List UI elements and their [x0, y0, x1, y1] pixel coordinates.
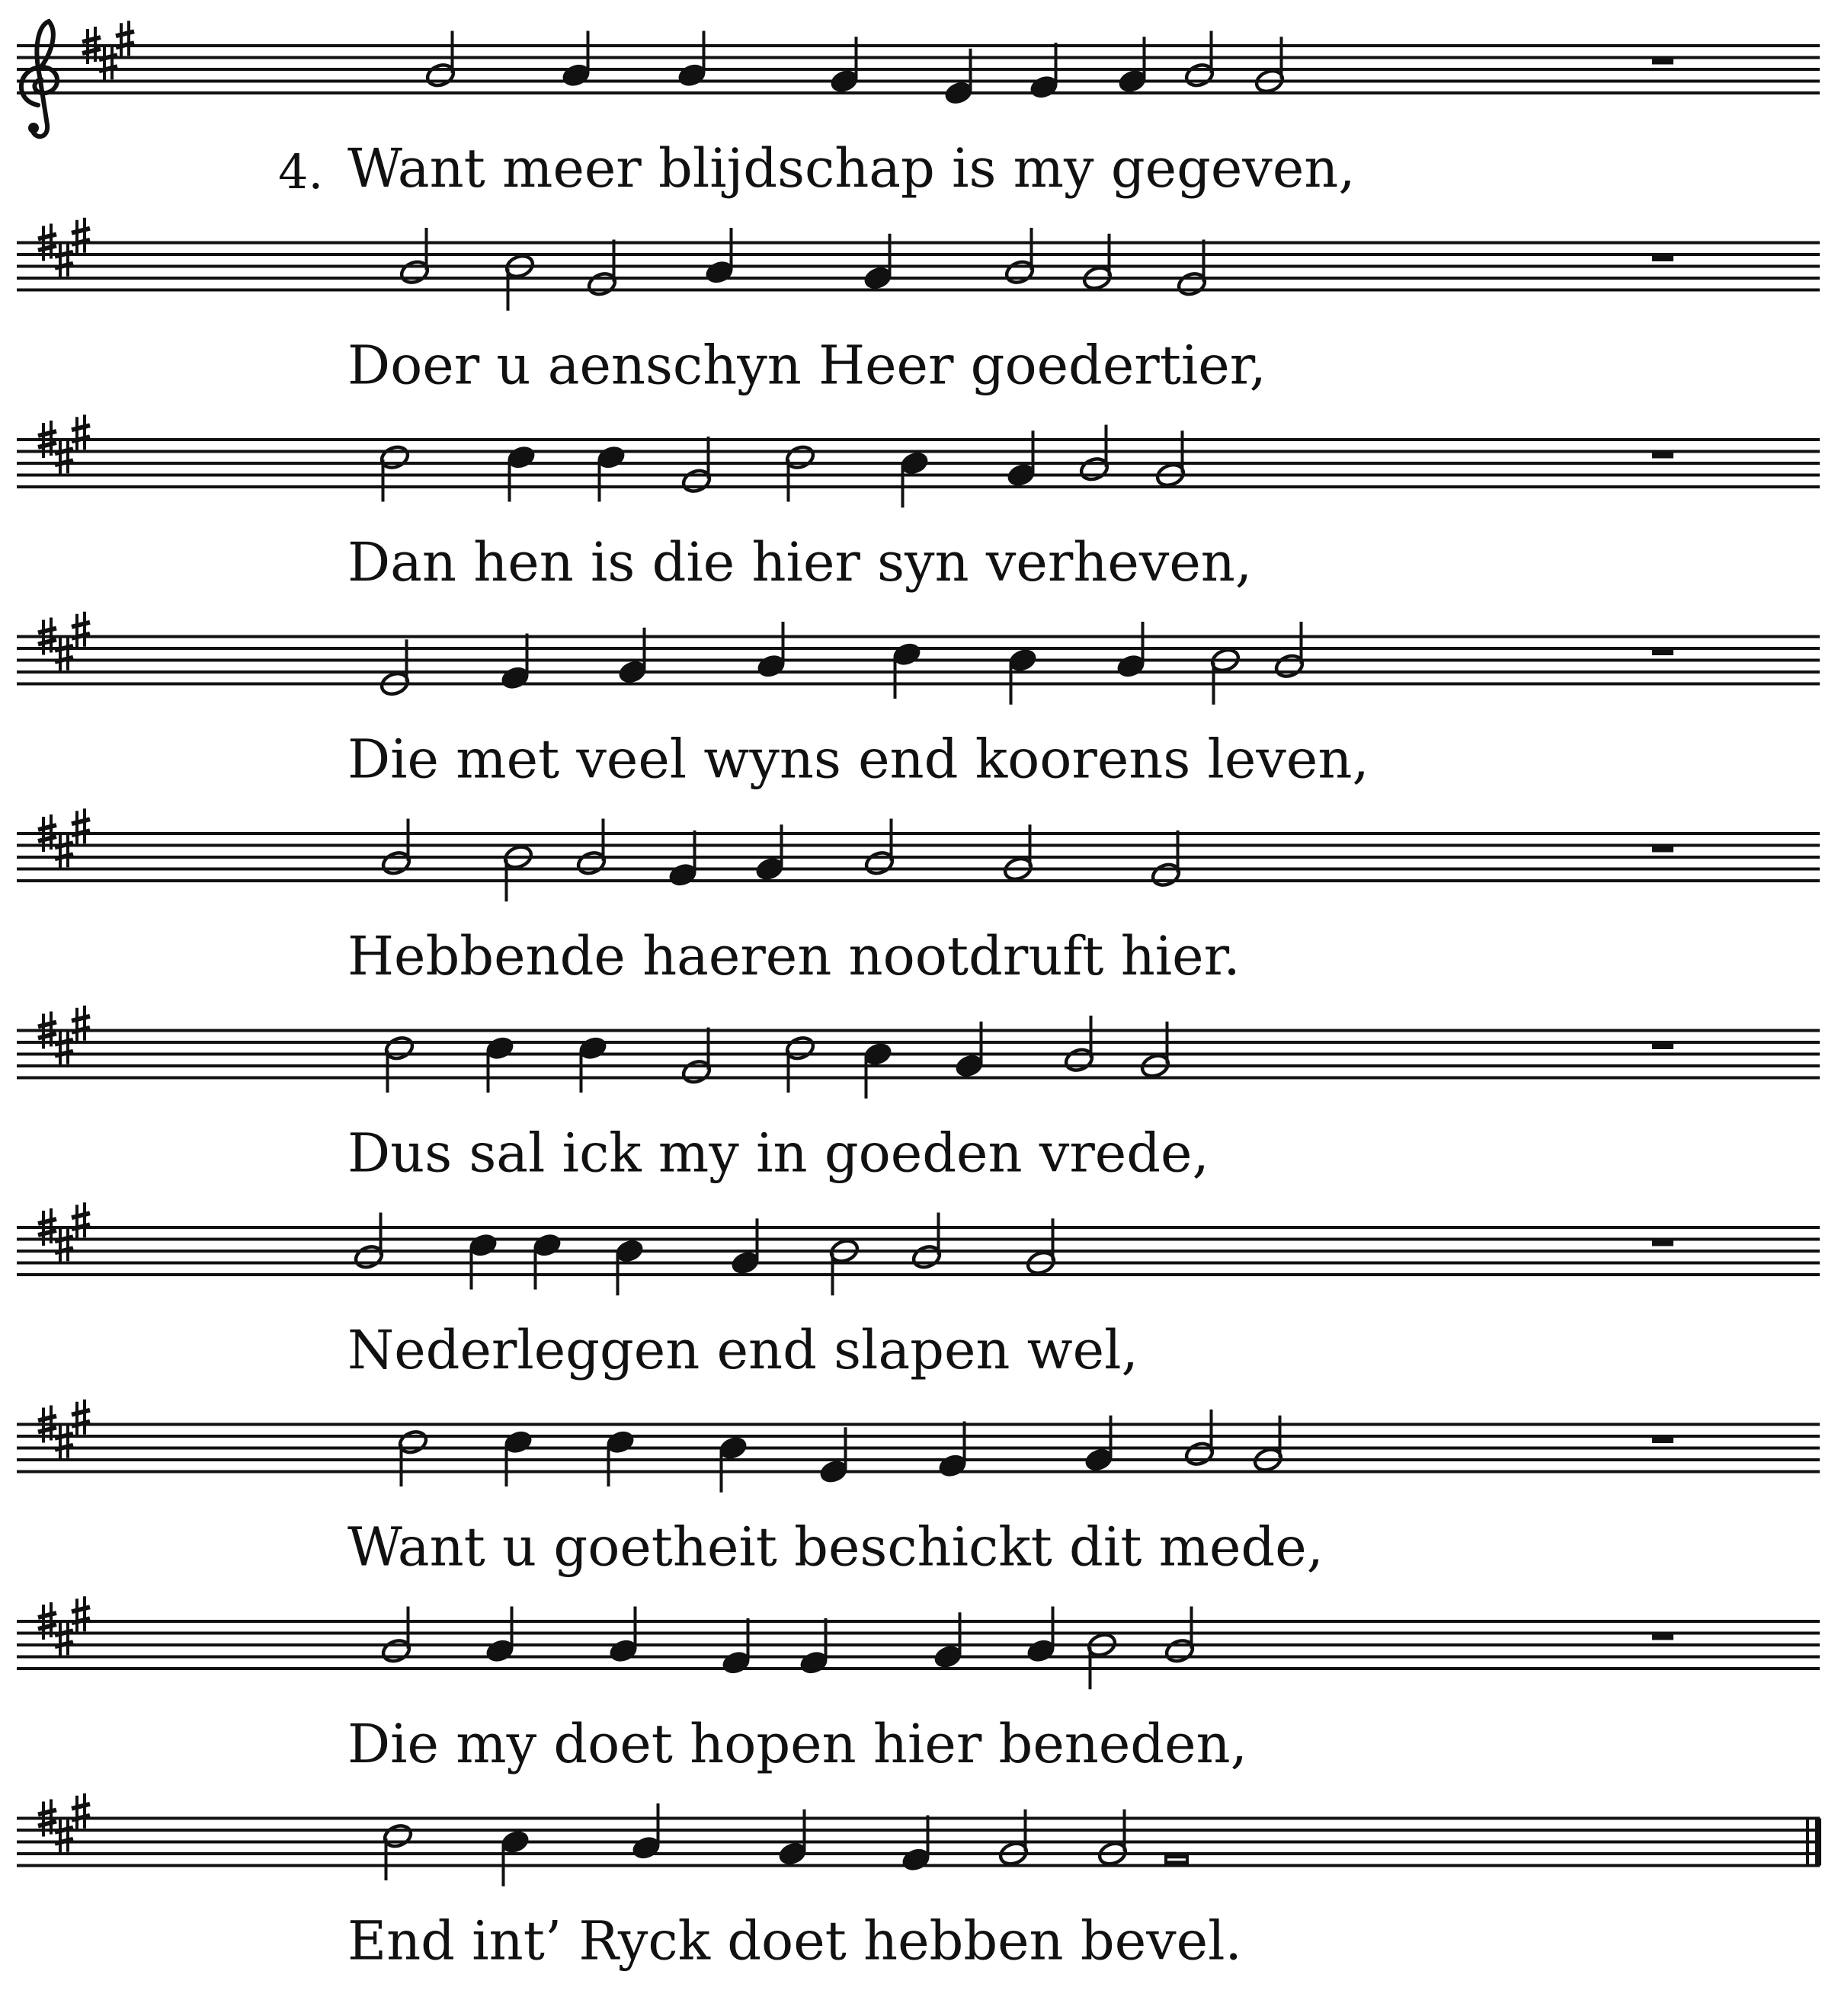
half-rest-icon — [1652, 1436, 1673, 1443]
note — [1209, 646, 1241, 704]
half-rest-icon — [1652, 1042, 1673, 1049]
note — [504, 252, 536, 310]
note — [1086, 1631, 1118, 1689]
note — [499, 1828, 531, 1886]
half-rest-icon — [1652, 254, 1673, 261]
half-rest-icon — [1652, 846, 1673, 853]
key-signature — [38, 1794, 90, 1854]
note — [502, 843, 534, 901]
staff-system-4 — [17, 612, 1820, 791]
key-signature — [38, 218, 90, 279]
key-signature — [38, 808, 90, 869]
key-signature — [82, 21, 134, 82]
lyric-line: Want meer blijdschap is my gegeven, — [347, 137, 1356, 200]
key-signature — [38, 414, 90, 475]
lyric-line: Nederleggen end slapen wel, — [347, 1319, 1138, 1381]
verse-number: 4. — [278, 144, 324, 200]
note — [613, 1237, 645, 1295]
staff-system-1 — [17, 21, 1820, 200]
staff-system-2 — [17, 218, 1820, 397]
lyric-line: Die my doet hopen hier beneden, — [347, 1713, 1247, 1775]
staff-system-10 — [17, 1794, 1820, 1973]
lyric-line: Want u goetheit beschickt dit mede, — [347, 1515, 1324, 1579]
lyric-line: End int’ Ryck doet hebben bevel. — [347, 1909, 1242, 1973]
staff-system-6 — [17, 1006, 1820, 1185]
staff-system-8 — [17, 1400, 1820, 1579]
key-signature — [38, 612, 90, 673]
treble-clef-icon — [21, 21, 57, 136]
key-signature — [38, 1006, 90, 1067]
key-signature — [38, 1400, 90, 1461]
staff-system-3 — [17, 414, 1820, 594]
staff-system-7 — [17, 1202, 1820, 1381]
lyric-line: Die met veel wyns end koorens leven, — [347, 728, 1369, 791]
lyric-line: Dus sal ick my in goeden vrede, — [347, 1122, 1209, 1185]
half-rest-icon — [1652, 58, 1673, 65]
note — [828, 1237, 860, 1295]
note — [1166, 1853, 1187, 1867]
half-rest-icon — [1652, 648, 1673, 655]
note — [1007, 646, 1039, 704]
note — [862, 1040, 894, 1098]
note — [717, 1434, 749, 1492]
lyric-line: Dan hen is die hier syn verheven, — [347, 531, 1253, 594]
half-rest-icon — [1652, 452, 1673, 459]
staff-system-5 — [17, 808, 1820, 987]
half-rest-icon — [1652, 1634, 1673, 1640]
key-signature — [38, 1596, 90, 1657]
staff-system-9 — [17, 1596, 1820, 1775]
lyric-line: Doer u aenschyn Heer goedertier, — [347, 334, 1266, 397]
note — [898, 450, 930, 507]
key-signature — [38, 1202, 90, 1263]
half-rest-icon — [1652, 1240, 1673, 1246]
lyric-line: Hebbende haeren nootdruft hier. — [347, 925, 1241, 987]
